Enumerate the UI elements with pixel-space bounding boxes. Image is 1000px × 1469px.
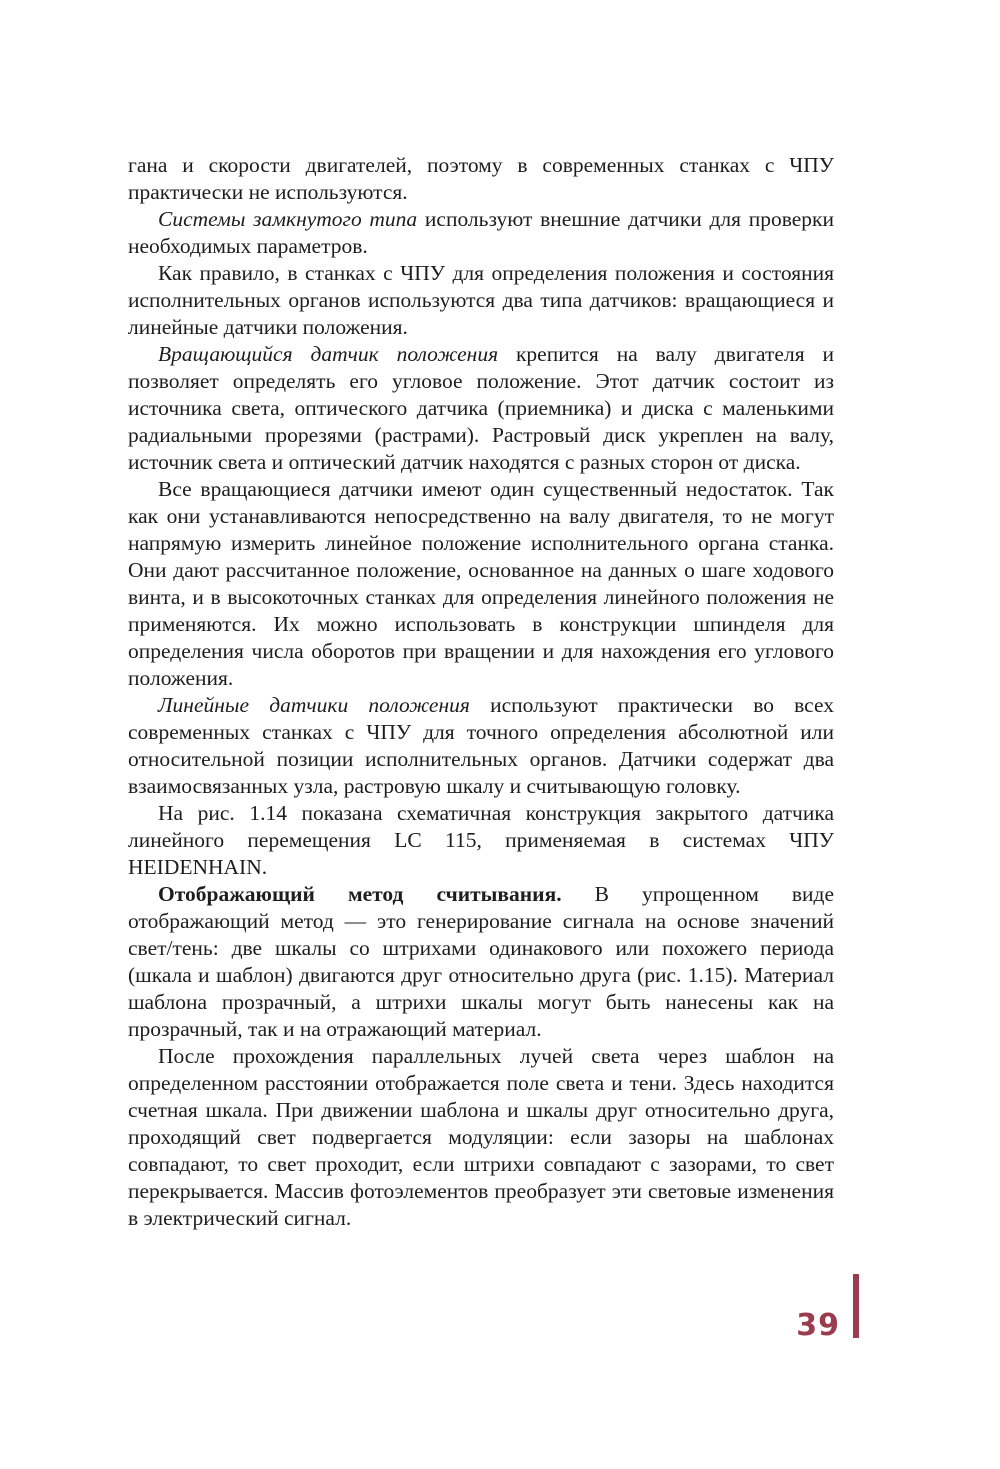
paragraph-text: используют внешние датчики для проверки необходимых параметров. xyxy=(128,207,834,258)
page-number-accent-bar xyxy=(853,1274,859,1338)
paragraph-4 xyxy=(128,341,834,476)
paragraph-text: Как правило, в станках с ЧПУ для определения положения и состояния исполнительных органов используются два типа датчиков: вращающиеся и линейные датчики положения. xyxy=(128,261,834,339)
paragraph-3 xyxy=(128,260,834,341)
body-text xyxy=(128,152,834,1232)
paragraph-text: гана и скорости двигателей, поэтому в современных станках с ЧПУ практически не используются. xyxy=(128,153,834,204)
section-heading-inline: Отображающий метод считывания. xyxy=(158,882,562,906)
paragraph-7 xyxy=(128,800,834,881)
paragraph-9 xyxy=(128,1043,834,1232)
paragraph-6 xyxy=(128,692,834,800)
paragraph-text: используют практически во всех современных станках с ЧПУ для точного определения абсолютной или относительной позиции исполнительных органов. Датчики содержат два взаимосвязанных узла, растровую шкалу и считывающую головку. xyxy=(128,693,834,798)
paragraph-5 xyxy=(128,476,834,692)
paragraph-text: На рис. 1.14 показана схематичная конструкция закрытого датчика линейного перемещения LC 115, применяемая в системах ЧПУ HEIDENHAIN. xyxy=(128,801,834,879)
paragraph-text: крепится на валу двигателя и позволяет определять его угловое положение. Этот датчик состоит из источника света, оптического датчика (приемника) и диска с маленькими радиальными прорезями (растрами). Растровый диск укреплен на валу, источник света и оптический датчик находятся с разных сторон от диска. xyxy=(128,342,834,474)
page-number: 39 xyxy=(796,1308,840,1343)
paragraph-1 xyxy=(128,152,834,206)
paragraph-2 xyxy=(128,206,834,260)
paragraph-text: Все вращающиеся датчики имеют один существенный недостаток. Так как они устанавливаются непосредственно на валу двигателя, то не могут напрямую измерить линейное положение исполнительного органа станка. Они дают рассчитанное положение, основанное на данных о шаге ходового винта, и в высокоточных станках для определения линейного положения не применяются. Их можно использовать в конструкции шпинделя для определения числа оборотов при вращении и для нахождения его углового положения. xyxy=(128,477,834,690)
term-italic: Линейные датчики положения xyxy=(158,693,470,717)
term-italic: Вращающийся датчик положения xyxy=(158,342,499,366)
paragraph-8 xyxy=(128,881,834,1043)
term-italic: Системы замкнутого типа xyxy=(158,207,418,231)
paragraph-text: После прохождения параллельных лучей света через шаблон на определенном расстоянии отображается поле света и тени. Здесь находится счетная шкала. При движении шаблона и шкалы друг относительно друга, проходящий свет подвергается модуляции: если зазоры на шаблонах совпадают, то свет проходит, если штрихи совпадают с зазорами, то свет перекрывается. Массив фотоэлементов преобразует эти световые изменения в электрический сигнал. xyxy=(128,1044,834,1230)
paragraph-text: В упрощенном виде отображающий метод — это генерирование сигнала на основе значений свет/тень: две шкалы со штрихами одинакового или похожего периода (шкала и шаблон) двигаются друг относительно друга (рис. 1.15). Материал шаблона прозрачный, а штрихи шкалы могут быть нанесены как на прозрачный, так и на отражающий материал. xyxy=(128,882,834,1041)
